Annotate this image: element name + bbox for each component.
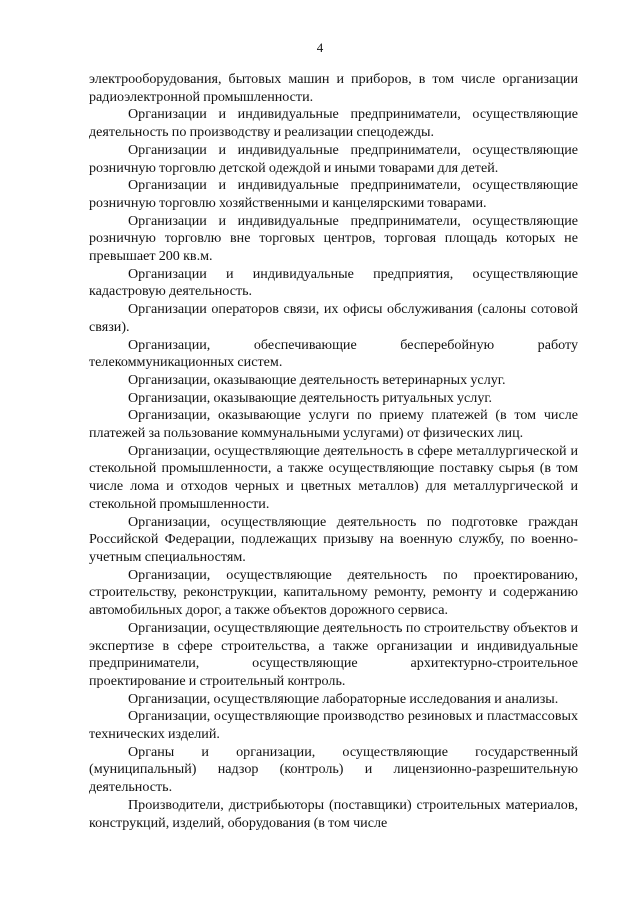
- paragraph: Организации и индивидуальные предприятия, осуществляющие кадастровую деятельность.: [89, 265, 578, 300]
- paragraph: Организации, осуществляющие лабораторные исследования и анализы.: [128, 690, 559, 707]
- paragraph: Организации и индивидуальные предприниматели, осуществляющие деятельность по производству и реализации спецодежды.: [89, 106, 578, 141]
- paragraph: Организации операторов связи, их офисы обслуживания (салоны сотовой связи).: [89, 301, 578, 335]
- page-number: 4: [316, 40, 324, 55]
- paragraph: Организации и индивидуальные предприниматели, осуществляющие розничную торговлю вне торговых центров, торговая площадь которых не превышает 200 кв.м.: [89, 212, 578, 265]
- paragraph: Организации, осуществляющие деятельность по подготовке граждан Российской Федерации, подлежащих призыву на военную службу, по военно-учетным специальностям.: [89, 513, 578, 565]
- paragraph: Организации, оказывающие услуги по приему платежей (в том числе платежей за пользование коммунальными услугами) от физических лиц.: [89, 407, 578, 442]
- paragraph: Организации, осуществляющие производство резиновых и пластмассовых технических изделий.: [89, 708, 578, 743]
- paragraph: Организации и индивидуальные предприниматели, осуществляющие розничную торговлю детской одеждой и иными товарами для детей.: [89, 141, 578, 176]
- paragraph: Организации, оказывающие деятельность ветеринарных услуг.: [128, 371, 506, 388]
- document-body: [89, 71, 578, 832]
- paragraph-continues: Производители, дистрибьюторы (поставщики) строительных материалов, конструкций, изделий, оборудования (в том числе: [89, 796, 578, 831]
- paragraph: Организации и индивидуальные предприниматели, осуществляющие розничную торговлю хозяйственными и канцелярскими товарами.: [89, 177, 578, 211]
- paragraph: Органы и организации, осуществляющие государственный (муниципальный) надзор (контроль) и лицензионно-разрешительную деятельность.: [89, 743, 578, 796]
- paragraph: Организации, оказывающие деятельность ритуальных услуг.: [128, 389, 493, 406]
- paragraph: Организации, осуществляющие деятельность в сфере металлургической и стекольной промышленности, а также осуществляющие поставку сырья (в том числе лома и отходов черных и цветных металлов) для металлургической и стекольной промышленности.: [89, 442, 578, 512]
- paragraph: Организации, осуществляющие деятельность по строительству объектов и экспертизе в сфере строительства, а также организации и индивидуальные предприниматели, осуществляющие архитектурно-строительное проектирование и строительный контроль.: [89, 619, 578, 689]
- paragraph: Организации, осуществляющие деятельность по проектированию, строительству, реконструкции, капитальному ремонту, ремонту и содержанию автомобильных дорог, а также объектов дорожного сервиса.: [89, 566, 578, 619]
- paragraph-continued: электрооборудования, бытовых машин и приборов, в том числе организации радиоэлектронной промышленности.: [89, 71, 578, 105]
- paragraph: Организации, обеспечивающие бесперебойную работу телекоммуникационных систем.: [89, 336, 578, 371]
